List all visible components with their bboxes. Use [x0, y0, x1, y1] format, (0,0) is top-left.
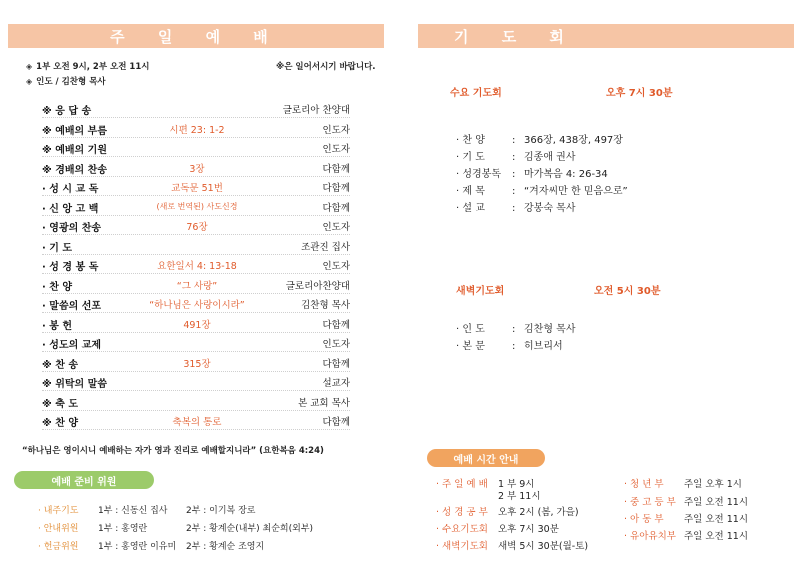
item-key: · 인 도 — [456, 324, 485, 335]
worship-banner — [8, 24, 384, 48]
order-person: 다함께 — [322, 163, 350, 175]
wednesday-item: · 제 목 : “겨자씨만 한 믿음으로” — [456, 182, 628, 197]
order-row — [42, 235, 350, 255]
wednesday-item: · 성경봉독 : 마가복음 4: 26-34 — [456, 165, 608, 180]
order-label: ※ 예배의 부름 — [42, 125, 107, 137]
order-row — [42, 293, 350, 313]
worship-banner-title: 주 일 예 배 — [110, 27, 282, 46]
time-label: · 아 동 부 — [624, 514, 664, 525]
times-title-text: 예배 시간 안내 — [453, 454, 519, 466]
order-row — [42, 332, 350, 352]
order-row — [42, 274, 350, 294]
time-row — [624, 476, 742, 490]
time-label: · 수요기도회 — [436, 524, 488, 535]
committee-row — [38, 503, 256, 516]
committee-second: 2부 : 이기복 장로 — [186, 506, 256, 516]
committee-first: 1부 : 신동신 집사 — [98, 506, 168, 516]
time-row — [624, 511, 748, 525]
time-label: · 성 경 공 부 — [436, 507, 488, 518]
committee-second: 2부 : 황계순 조영지 — [186, 542, 265, 552]
item-key: · 설 교 — [456, 203, 485, 214]
committee-second: 2부 : 황계순(내부) 최순희(외부) — [186, 524, 314, 534]
order-detail: 교독문 51번 — [171, 183, 223, 194]
order-label: · 말씀의 선포 — [42, 301, 102, 312]
order-label: ※ 축 도 — [42, 398, 79, 410]
order-person: 조관진 집사 — [301, 241, 350, 253]
order-label: ※ 찬 송 — [42, 359, 79, 371]
service-leader-text: 인도 / 김찬형 목사 — [36, 77, 106, 87]
order-label: ※ 경배의 찬송 — [42, 164, 107, 176]
item-key: · 기 도 — [456, 152, 485, 163]
dawn-prayer-time: 오전 5시 30분 — [594, 286, 661, 297]
diamond-bullet-icon: ◈ — [26, 77, 33, 86]
order-person: 글로리아 찬양대 — [282, 105, 350, 116]
order-person: 다함께 — [322, 417, 350, 428]
wednesday-prayer-time: 오후 7시 30분 — [606, 88, 673, 99]
order-detail: 요한일서 4: 13-18 — [157, 261, 237, 272]
order-label: · 신 앙 고 백 — [42, 203, 99, 215]
time-row — [436, 521, 559, 535]
prayer-banner — [418, 24, 794, 48]
item-value: 김종애 권사 — [524, 152, 576, 163]
order-row — [42, 371, 350, 391]
time-value: 주일 오전 11시 — [684, 531, 749, 542]
service-leader — [26, 75, 106, 87]
order-person: 다함께 — [322, 358, 350, 370]
order-detail: 491장 — [183, 319, 211, 331]
time-row — [436, 504, 579, 518]
order-person: 다함께 — [322, 183, 350, 194]
scripture-quote: “하나님은 영이시니 예배하는 자가 영과 진리로 예배할지니라” (요한복음 4:24) — [22, 446, 324, 456]
wednesday-prayer-title: 수요 기도회 — [450, 88, 502, 99]
time-value: 오후 7시 30분 — [498, 524, 559, 535]
committee-first: 1부 : 홍영란 — [98, 524, 148, 534]
order-person: 인도자 — [322, 339, 350, 350]
order-row — [42, 352, 350, 372]
order-label: ※ 예배의 기원 — [42, 145, 107, 156]
time-value: 2 부 11시 — [498, 491, 541, 502]
order-detail: 3장 — [189, 163, 205, 175]
order-row — [42, 254, 350, 274]
prayer-banner-title: 기 도 회 — [454, 27, 578, 46]
time-label: · 주 일 예 배 — [436, 479, 488, 490]
item-key: · 본 문 — [456, 341, 485, 352]
order-person: 인도자 — [322, 124, 350, 136]
committee-title-text: 예배 준비 위원 — [51, 476, 117, 488]
order-label: · 성도의 교제 — [42, 340, 102, 351]
order-detail: 시편 23: 1-2 — [169, 124, 225, 136]
item-value: 마가복음 4: 26-34 — [524, 169, 608, 180]
order-label: · 영광의 찬송 — [42, 223, 102, 234]
dawn-item: · 본 문 : 히브리서 — [456, 337, 563, 352]
committee-title — [14, 471, 154, 489]
order-label: · 성 경 봉 독 — [42, 262, 99, 273]
order-row — [42, 410, 350, 430]
time-value: 주일 오전 11시 — [684, 514, 749, 525]
wednesday-item: · 찬 양 : 366장, 438장, 497장 — [456, 131, 623, 146]
time-value: 1 부 9시 — [498, 479, 535, 490]
time-row — [436, 488, 541, 502]
order-detail: 76장 — [186, 222, 208, 233]
order-row — [42, 118, 350, 138]
wednesday-item: · 설 교 : 강봉숙 목사 — [456, 199, 575, 214]
item-value: 김찬형 목사 — [524, 324, 576, 335]
order-row — [42, 176, 350, 196]
wednesday-item: · 기 도 : 김종애 권사 — [456, 148, 575, 163]
order-label: · 기 도 — [42, 242, 73, 254]
order-row — [42, 313, 350, 333]
order-row — [42, 137, 350, 157]
committee-role: · 내주기도 — [38, 506, 79, 516]
order-person: 본 교회 목사 — [298, 397, 350, 409]
order-person: 인도자 — [322, 222, 350, 233]
time-value: 주일 오후 1시 — [684, 479, 742, 490]
order-label: ※ 찬 양 — [42, 418, 79, 429]
order-person: 설교자 — [322, 378, 350, 389]
order-label: ※ 응 답 송 — [42, 106, 92, 117]
order-row — [42, 157, 350, 177]
order-detail: “그 사랑” — [176, 280, 218, 292]
time-value: 새벽 5시 30분(월-토) — [498, 541, 589, 552]
order-row — [42, 98, 350, 118]
time-row — [624, 528, 748, 542]
service-times-text: 1부 오전 9시, 2부 오전 11시 — [36, 62, 150, 72]
service-times — [26, 60, 149, 72]
order-person: 인도자 — [322, 261, 350, 272]
order-label: ※ 위탁의 말씀 — [42, 379, 107, 390]
order-detail: 315장 — [183, 358, 211, 370]
committee-row — [38, 539, 264, 552]
item-value: “겨자씨만 한 믿음으로” — [524, 186, 628, 197]
time-label: · 새벽기도회 — [436, 541, 488, 552]
order-detail: (새로 번역된) 사도신경 — [156, 201, 238, 211]
time-label: · 유아유치부 — [624, 531, 676, 542]
item-key: · 성경봉독 — [456, 169, 501, 180]
order-person: 김찬형 목사 — [301, 300, 350, 311]
time-row — [436, 538, 588, 552]
order-label: · 찬 양 — [42, 281, 73, 293]
dawn-prayer-title: 새벽기도회 — [456, 286, 505, 297]
item-value: 366장, 438장, 497장 — [524, 135, 623, 146]
diamond-bullet-icon: ◈ — [26, 62, 33, 71]
item-value: 강봉숙 목사 — [524, 203, 576, 214]
committee-row — [38, 521, 313, 534]
item-value: 히브리서 — [524, 341, 563, 352]
order-row — [42, 391, 350, 411]
order-detail: “하나님은 사랑이시라” — [149, 300, 245, 311]
committee-role: · 헌금위원 — [38, 542, 79, 552]
order-person: 글로리아찬양대 — [285, 280, 350, 292]
time-value: 주일 오전 11시 — [684, 497, 749, 508]
time-row — [624, 494, 748, 508]
time-label: · 중 고 등 부 — [624, 497, 676, 508]
order-label: · 봉 헌 — [42, 320, 73, 332]
order-person: 다함께 — [322, 202, 350, 214]
order-label: · 성 시 교 독 — [42, 184, 99, 195]
committee-role: · 안내위원 — [38, 524, 79, 534]
item-key: · 제 목 — [456, 186, 485, 197]
order-person: 다함께 — [322, 319, 350, 331]
order-row — [42, 196, 350, 216]
item-key: · 찬 양 — [456, 135, 485, 146]
order-detail: 축복의 통로 — [172, 417, 222, 428]
time-value: 오후 2시 (봄, 가을) — [498, 507, 579, 518]
dawn-item: · 인 도 : 김찬형 목사 — [456, 320, 575, 335]
times-title — [427, 449, 545, 467]
committee-first: 1부 : 홍영란 이유미 — [98, 542, 177, 552]
standing-note: ※은 일어서시기 바랍니다. — [276, 62, 376, 72]
order-person: 인도자 — [322, 144, 350, 155]
order-row — [42, 215, 350, 235]
time-label: · 청 년 부 — [624, 479, 664, 490]
